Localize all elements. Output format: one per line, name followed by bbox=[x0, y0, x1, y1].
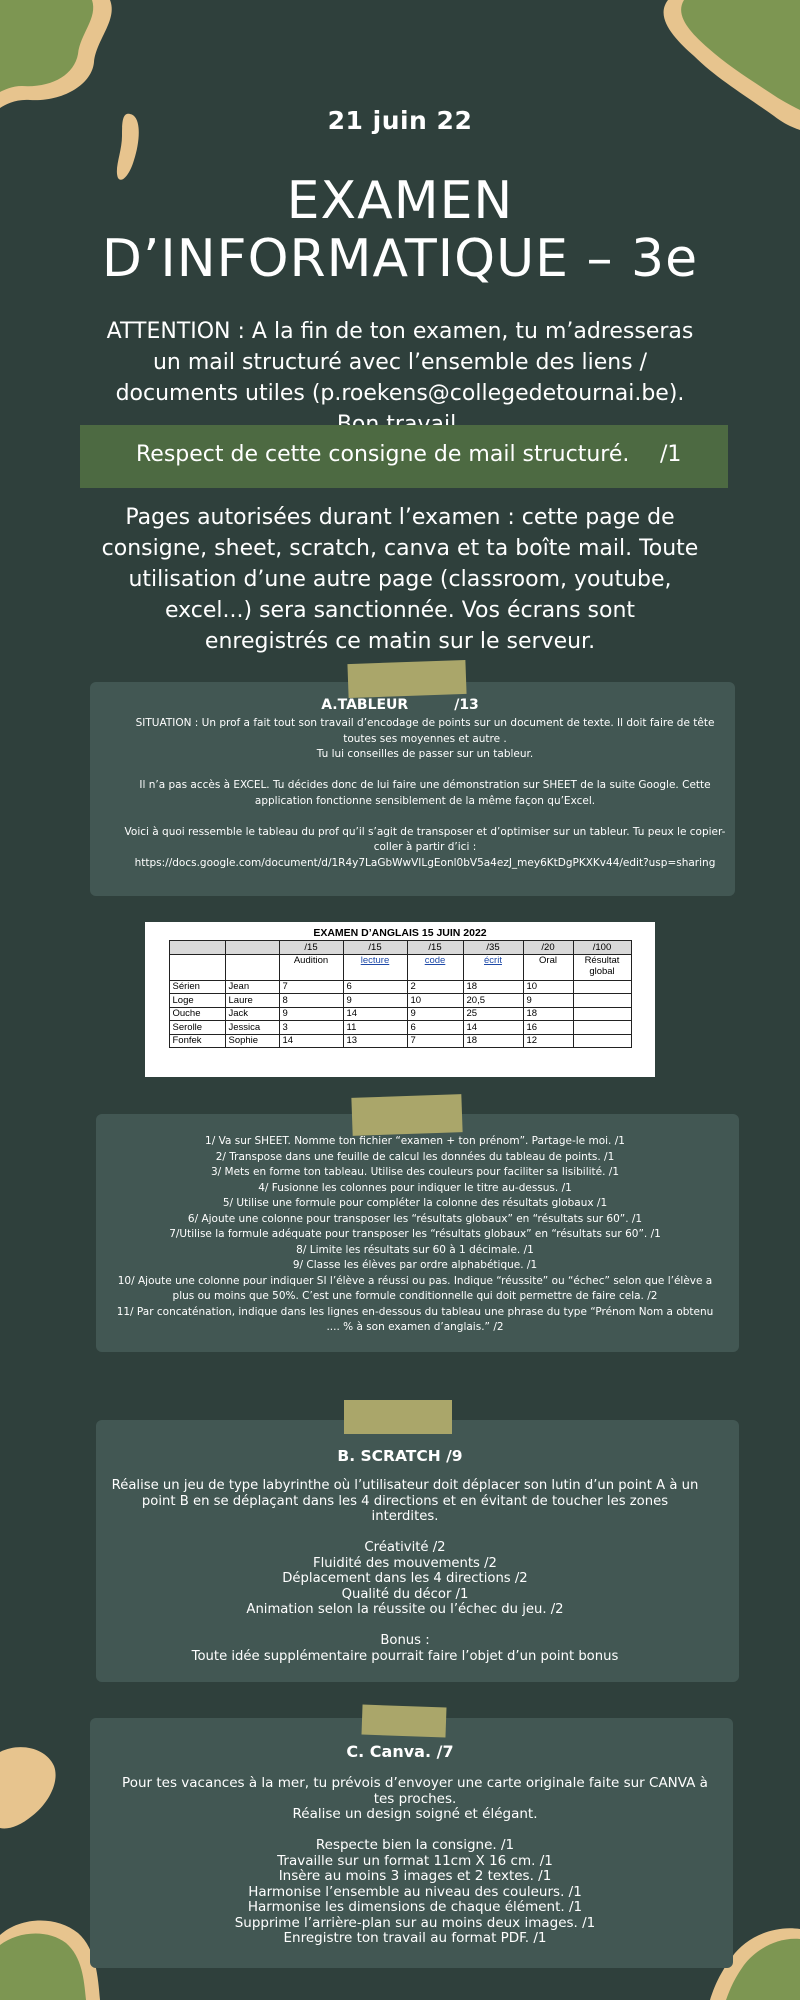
criteria-item: Respecte bien la consigne. /1 bbox=[315, 1837, 515, 1853]
canva-instructions bbox=[115, 1776, 715, 1947]
table-cell: /100 bbox=[573, 941, 631, 955]
table-cell: 18 bbox=[523, 1007, 573, 1021]
exam-date: 21 juin 22 bbox=[327, 106, 473, 135]
criteria-item: Fluidité des mouvements /2 bbox=[313, 1555, 497, 1571]
table-cell: Oral bbox=[523, 954, 573, 980]
criteria-item: Qualité du décor /1 bbox=[341, 1586, 469, 1602]
table-cell: 3 bbox=[279, 1021, 343, 1035]
step-item: 4/ Fusionne les colonnes pour indiquer le titre au-dessus. /1 bbox=[258, 1181, 572, 1194]
canva-intro-2: Réalise un design soigné et élégant. bbox=[292, 1806, 538, 1822]
step-item: 10/ Ajoute une colonne pour indiquer SI l’élève a réussi ou pas. Indique “réussite” ou “échec” selon que l’élève a plus ou moins que 50%. C’est une formule conditionnelle qui doit permettre de faire cela. /2 bbox=[117, 1274, 713, 1302]
table-cell: 18 bbox=[463, 1034, 523, 1048]
tape-decoration bbox=[347, 660, 466, 698]
table-cell: 8 bbox=[279, 994, 343, 1008]
tape-decoration bbox=[344, 1400, 452, 1434]
table-cell: Sérien bbox=[169, 980, 225, 994]
table-cell: 10 bbox=[407, 994, 463, 1008]
attention-notice: ATTENTION : A la fin de ton examen, tu m’adresseras un mail structuré avec l’ensemble des liens / documents utiles (p.roekens@collegedetournai.be). bbox=[106, 319, 694, 406]
table-cell: /15 bbox=[343, 941, 407, 955]
table-row bbox=[169, 1021, 631, 1035]
criteria-item: Enregistre ton travail au format PDF. /1 bbox=[283, 1930, 547, 1946]
tape-decoration bbox=[351, 1094, 462, 1136]
grade-table-title: EXAMEN D’ANGLAIS 15 JUIN 2022 bbox=[313, 927, 487, 939]
criteria-item: Insère au moins 3 images et 2 textes. /1 bbox=[278, 1868, 552, 1884]
step-item: 7/Utilise la formule adéquate pour transposer les “résultats globaux” en “résultats sur 60”. /1 bbox=[169, 1228, 661, 1240]
table-cell: /35 bbox=[463, 941, 523, 955]
criteria-item: Animation selon la réussite ou l’échec du jeu. /2 bbox=[246, 1602, 564, 1617]
criteria-item: Travaille sur un format 11cm X 16 cm. /1 bbox=[277, 1852, 553, 1869]
table-cell: 6 bbox=[407, 1021, 463, 1035]
copy-paragraph: Voici à quoi ressemble le tableau du prof qu’il s’agit de transposer et d’optimiser sur un tableur. Tu peux le copier-coller à partir d’ici : bbox=[124, 825, 726, 853]
grade-table bbox=[169, 940, 632, 1048]
table-cell bbox=[225, 941, 279, 955]
corner-leaf-bottom-left bbox=[0, 1915, 100, 2000]
step-item: 11/ Par concaténation, indique dans les lignes en-dessous du tableau une phrase du type “Prénom Nom a obtenu .... % à son examen d’anglais.” /2 bbox=[116, 1305, 714, 1333]
document-link[interactable]: https://docs.google.com/document/d/1R4y7LaGbWwVILgEonl0bV5a4ezJ_mey6KtDgPKXKv44/edit?usp=sharing bbox=[134, 856, 716, 869]
table-cell: 14 bbox=[279, 1034, 343, 1048]
situation-advice: Tu lui conseilles de passer sur un tableur. bbox=[316, 748, 534, 760]
bonus-text: Toute idée supplémentaire pourrait faire l’objet d’un point bonus bbox=[191, 1648, 619, 1664]
consigne-points: /1 bbox=[660, 442, 682, 467]
table-cell: Loge bbox=[169, 994, 225, 1008]
table-cell: /15 bbox=[407, 941, 463, 955]
table-cell: Jean bbox=[225, 980, 279, 994]
table-cell: Ouche bbox=[169, 1007, 225, 1021]
table-row bbox=[169, 994, 631, 1008]
table-cell: 25 bbox=[463, 1007, 523, 1021]
table-cell: 9 bbox=[279, 1007, 343, 1021]
table-cell: 16 bbox=[523, 1021, 573, 1035]
canva-criteria bbox=[115, 1838, 715, 1947]
scratch-instructions bbox=[110, 1478, 700, 1664]
tape-decoration bbox=[362, 1705, 447, 1738]
table-cell: Jessica bbox=[225, 1021, 279, 1035]
criteria-item: Créativité /2 bbox=[364, 1540, 446, 1555]
table-points-row bbox=[169, 941, 631, 955]
title-line-1: EXAMEN bbox=[286, 171, 514, 231]
allowed-pages-notice: Pages autorisées durant l’examen : cette page de consigne, sheet, scratch, canva et ta boîte mail. Toute utilisation d’une autre page (classroom, youtube, excel...) sera sanctionnée. Vos écrans sont enregistrés ce matin sur le serveur. bbox=[101, 505, 699, 654]
table-header-row bbox=[169, 954, 631, 980]
table-cell: 9 bbox=[523, 994, 573, 1008]
step-item: 9/ Classe les élèves par ordre alphabétique. /1 bbox=[292, 1259, 538, 1271]
table-cell bbox=[573, 1021, 631, 1035]
table-cell: 12 bbox=[523, 1034, 573, 1048]
criteria-item: Harmonise l’ensemble au niveau des couleurs. /1 bbox=[248, 1883, 582, 1900]
canva-title: C. Canva. /7 bbox=[346, 1742, 454, 1761]
table-row bbox=[169, 1007, 631, 1021]
table-cell: lecture bbox=[343, 954, 407, 980]
table-cell bbox=[573, 1007, 631, 1021]
table-cell: 18 bbox=[463, 980, 523, 994]
scratch-title: B. SCRATCH /9 bbox=[337, 1447, 463, 1465]
tableur-instructions bbox=[120, 716, 730, 871]
excel-paragraph: Il n’a pas accès à EXCEL. Tu décides donc de lui faire une démonstration sur SHEET de la suite Google. Cette application fonctionne sensiblement de la même façon qu’Excel. bbox=[139, 779, 711, 807]
table-cell: 6 bbox=[343, 980, 407, 994]
tableur-steps-list bbox=[110, 1134, 720, 1336]
table-cell bbox=[573, 980, 631, 994]
table-cell: Audition bbox=[279, 954, 343, 980]
table-cell bbox=[573, 1034, 631, 1048]
table-cell: Serolle bbox=[169, 1021, 225, 1035]
scratch-criteria bbox=[110, 1540, 700, 1618]
step-item: 8/ Limite les résultats sur 60 à 1 décimale. /1 bbox=[296, 1243, 534, 1256]
corner-leaf-top-left bbox=[0, 0, 120, 110]
criteria-item: Déplacement dans les 4 directions /2 bbox=[282, 1571, 528, 1586]
table-cell: 13 bbox=[343, 1034, 407, 1048]
bonus-label: Bonus : bbox=[380, 1633, 430, 1648]
table-cell: 9 bbox=[343, 994, 407, 1008]
table-cell: Fonfek bbox=[169, 1034, 225, 1048]
table-cell: 14 bbox=[463, 1021, 523, 1035]
table-cell: Sophie bbox=[225, 1034, 279, 1048]
step-item: 5/ Utilise une formule pour compléter la colonne des résultats globaux /1 bbox=[222, 1197, 608, 1209]
page-title bbox=[0, 172, 800, 288]
step-item: 6/ Ajoute une colonne pour transposer les “résultats globaux” en “résultats sur 60”. /1 bbox=[187, 1212, 643, 1225]
table-cell: 20,5 bbox=[463, 994, 523, 1008]
table-cell bbox=[169, 941, 225, 955]
table-cell: écrit bbox=[463, 954, 523, 980]
title-line-2: D’INFORMATIQUE – 3e bbox=[101, 229, 699, 289]
table-cell: /20 bbox=[523, 941, 573, 955]
table-cell: Jack bbox=[225, 1007, 279, 1021]
consigne-text: Respect de cette consigne de mail structuré. bbox=[136, 442, 630, 467]
table-row bbox=[169, 1034, 631, 1048]
consigne-bar bbox=[80, 425, 728, 488]
canva-intro: Pour tes vacances à la mer, tu prévois d’envoyer une carte originale faite sur CANVA à tes proches. bbox=[122, 1775, 708, 1807]
table-cell: 2 bbox=[407, 980, 463, 994]
criteria-item: Harmonise les dimensions de chaque élément. /1 bbox=[247, 1899, 583, 1915]
table-cell bbox=[169, 954, 225, 980]
step-item: 3/ Mets en forme ton tableau. Utilise des couleurs pour faciliter sa lisibilité. /1 bbox=[210, 1166, 620, 1178]
criteria-item: Supprime l’arrière-plan sur au moins deux images. /1 bbox=[234, 1914, 596, 1931]
step-item: 1/ Va sur SHEET. Nomme ton fichier “examen + ton prénom”. Partage-le moi. /1 bbox=[205, 1135, 625, 1147]
table-cell: /15 bbox=[279, 941, 343, 955]
table-cell bbox=[225, 954, 279, 980]
table-cell: 10 bbox=[523, 980, 573, 994]
scratch-intro: Réalise un jeu de type labyrinthe où l’utilisateur doit déplacer son lutin d’un point A à un point B en se déplaçant dans les 4 directions et en évitant de toucher les zones interdites. bbox=[111, 1478, 699, 1524]
grade-table-image bbox=[145, 922, 655, 1077]
table-cell: 11 bbox=[343, 1021, 407, 1035]
table-cell: 14 bbox=[343, 1007, 407, 1021]
table-cell: 7 bbox=[279, 980, 343, 994]
situation-text: SITUATION : Un prof a fait tout son travail d’encodage de points sur un document de texte. Il doit faire de tête toutes ses moyennes et autre . bbox=[135, 717, 715, 745]
table-row bbox=[169, 980, 631, 994]
table-cell: code bbox=[407, 954, 463, 980]
table-cell bbox=[573, 994, 631, 1008]
tableur-title: A.TABLEUR /13 bbox=[321, 697, 479, 713]
table-cell: 9 bbox=[407, 1007, 463, 1021]
table-cell: 7 bbox=[407, 1034, 463, 1048]
step-item: 2/ Transpose dans une feuille de calcul les données du tableau de points. /1 bbox=[215, 1150, 615, 1163]
table-cell: Résultat global bbox=[573, 954, 631, 980]
table-cell: Laure bbox=[225, 994, 279, 1008]
